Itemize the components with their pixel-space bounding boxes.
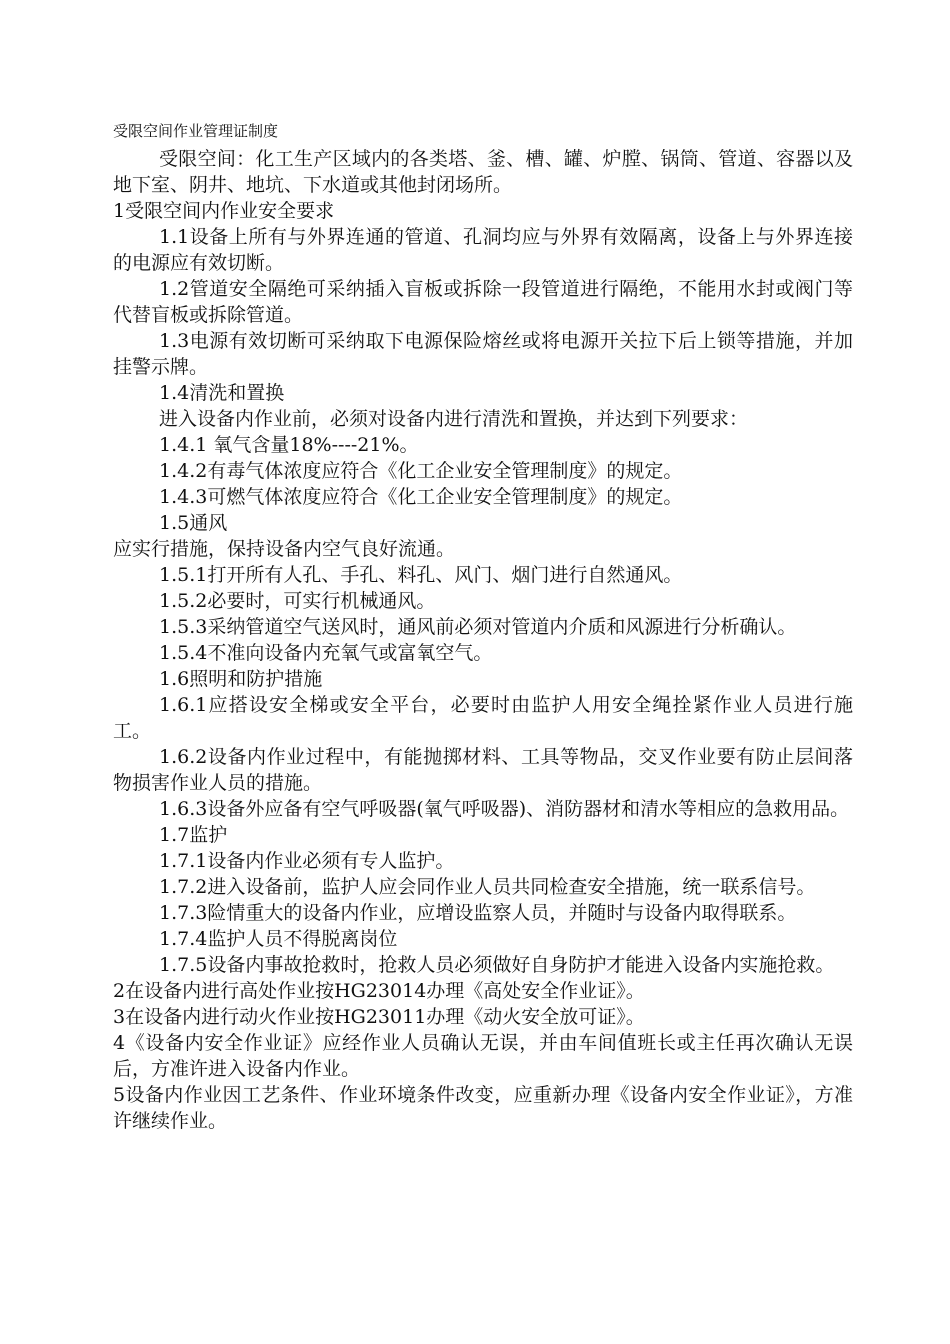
paragraph: 1.7.1设备内作业必须有专人监护。 xyxy=(159,850,455,872)
paragraph: 1.3电源有效切断可采纳取下电源保险熔丝或将电源开关拉下后上锁等措施，并加挂警示牌。 xyxy=(113,330,853,378)
paragraph: 1.4清洗和置换 xyxy=(159,382,285,404)
paragraph: 受限空间：化工生产区域内的各类塔、釜、槽、罐、炉膛、锅筒、管道、容器以及地下室、阴井、地坑、下水道或其他封闭场所。 xyxy=(113,148,853,196)
paragraph: 进入设备内作业前，必须对设备内进行清洗和置换，并达到下列要求： xyxy=(159,408,749,430)
paragraph: 1.6.2设备内作业过程中，有能抛掷材料、工具等物品，交叉作业要有防止层间落物损害作业人员的措施。 xyxy=(113,746,853,794)
paragraph: 1.5.3采纳管道空气送风时，通风前必须对管道内介质和风源进行分析确认。 xyxy=(159,616,797,638)
document-title: 受限空间作业管理证制度 xyxy=(113,122,279,140)
paragraph: 1.5通风 xyxy=(159,512,228,534)
paragraph: 3在设备内进行动火作业按HG23011办理《动火安全放可证》。 xyxy=(113,1006,645,1028)
paragraph: 1.1设备上所有与外界连通的管道、孔洞均应与外界有效隔离，设备上与外界连接的电源应有效切断。 xyxy=(113,226,853,274)
paragraph: 1.6.3设备外应备有空气呼吸器(氧气呼吸器)、消防器材和清水等相应的急救用品。 xyxy=(159,798,850,820)
paragraph: 1.7.3险情重大的设备内作业，应增设监察人员，并随时与设备内取得联系。 xyxy=(159,902,797,924)
paragraph: 1受限空间内作业安全要求 xyxy=(113,200,335,222)
paragraph: 2在设备内进行高处作业按HG23014办理《高处安全作业证》。 xyxy=(113,980,645,1002)
paragraph: 1.4.1 氧气含量18%----21%。 xyxy=(159,434,419,456)
paragraph: 1.5.1打开所有人孔、手孔、料孔、风门、烟门进行自然通风。 xyxy=(159,564,683,586)
paragraph: 1.2管道安全隔绝可采纳插入盲板或拆除一段管道进行隔绝，不能用水封或阀门等代替盲板或拆除管道。 xyxy=(113,278,853,326)
document-page xyxy=(113,120,853,1134)
paragraph: 1.4.3可燃气体浓度应符合《化工企业安全管理制度》的规定。 xyxy=(159,486,683,508)
paragraph: 应实行措施，保持设备内空气良好流通。 xyxy=(113,538,456,560)
paragraph: 1.7监护 xyxy=(159,824,228,846)
paragraph: 1.7.4监护人员不得脱离岗位 xyxy=(159,928,398,950)
paragraph: 1.5.4不准向设备内充氧气或富氧空气。 xyxy=(159,642,493,664)
paragraph: 1.7.2进入设备前，监护人应会同作业人员共同检查安全措施，统一联系信号。 xyxy=(159,876,816,898)
paragraph: 1.6.1应搭设安全梯或安全平台，必要时由监护人用安全绳拴紧作业人员进行施工。 xyxy=(113,694,853,742)
paragraph: 1.6照明和防护措施 xyxy=(159,668,323,690)
paragraph: 1.4.2有毒气体浓度应符合《化工企业安全管理制度》的规定。 xyxy=(159,460,683,482)
paragraph: 1.5.2必要时，可实行机械通风。 xyxy=(159,590,436,612)
paragraph: 1.7.5设备内事故抢救时，抢救人员必须做好自身防护才能进入设备内实施抢救。 xyxy=(159,954,835,976)
paragraph: 4《设备内安全作业证》应经作业人员确认无误，并由车间值班长或主任再次确认无误后，方准许进入设备内作业。 xyxy=(113,1032,853,1080)
paragraph: 5设备内作业因工艺条件、作业环境条件改变，应重新办理《设备内安全作业证》，方准许继续作业。 xyxy=(113,1084,853,1132)
document-body xyxy=(113,146,853,1134)
